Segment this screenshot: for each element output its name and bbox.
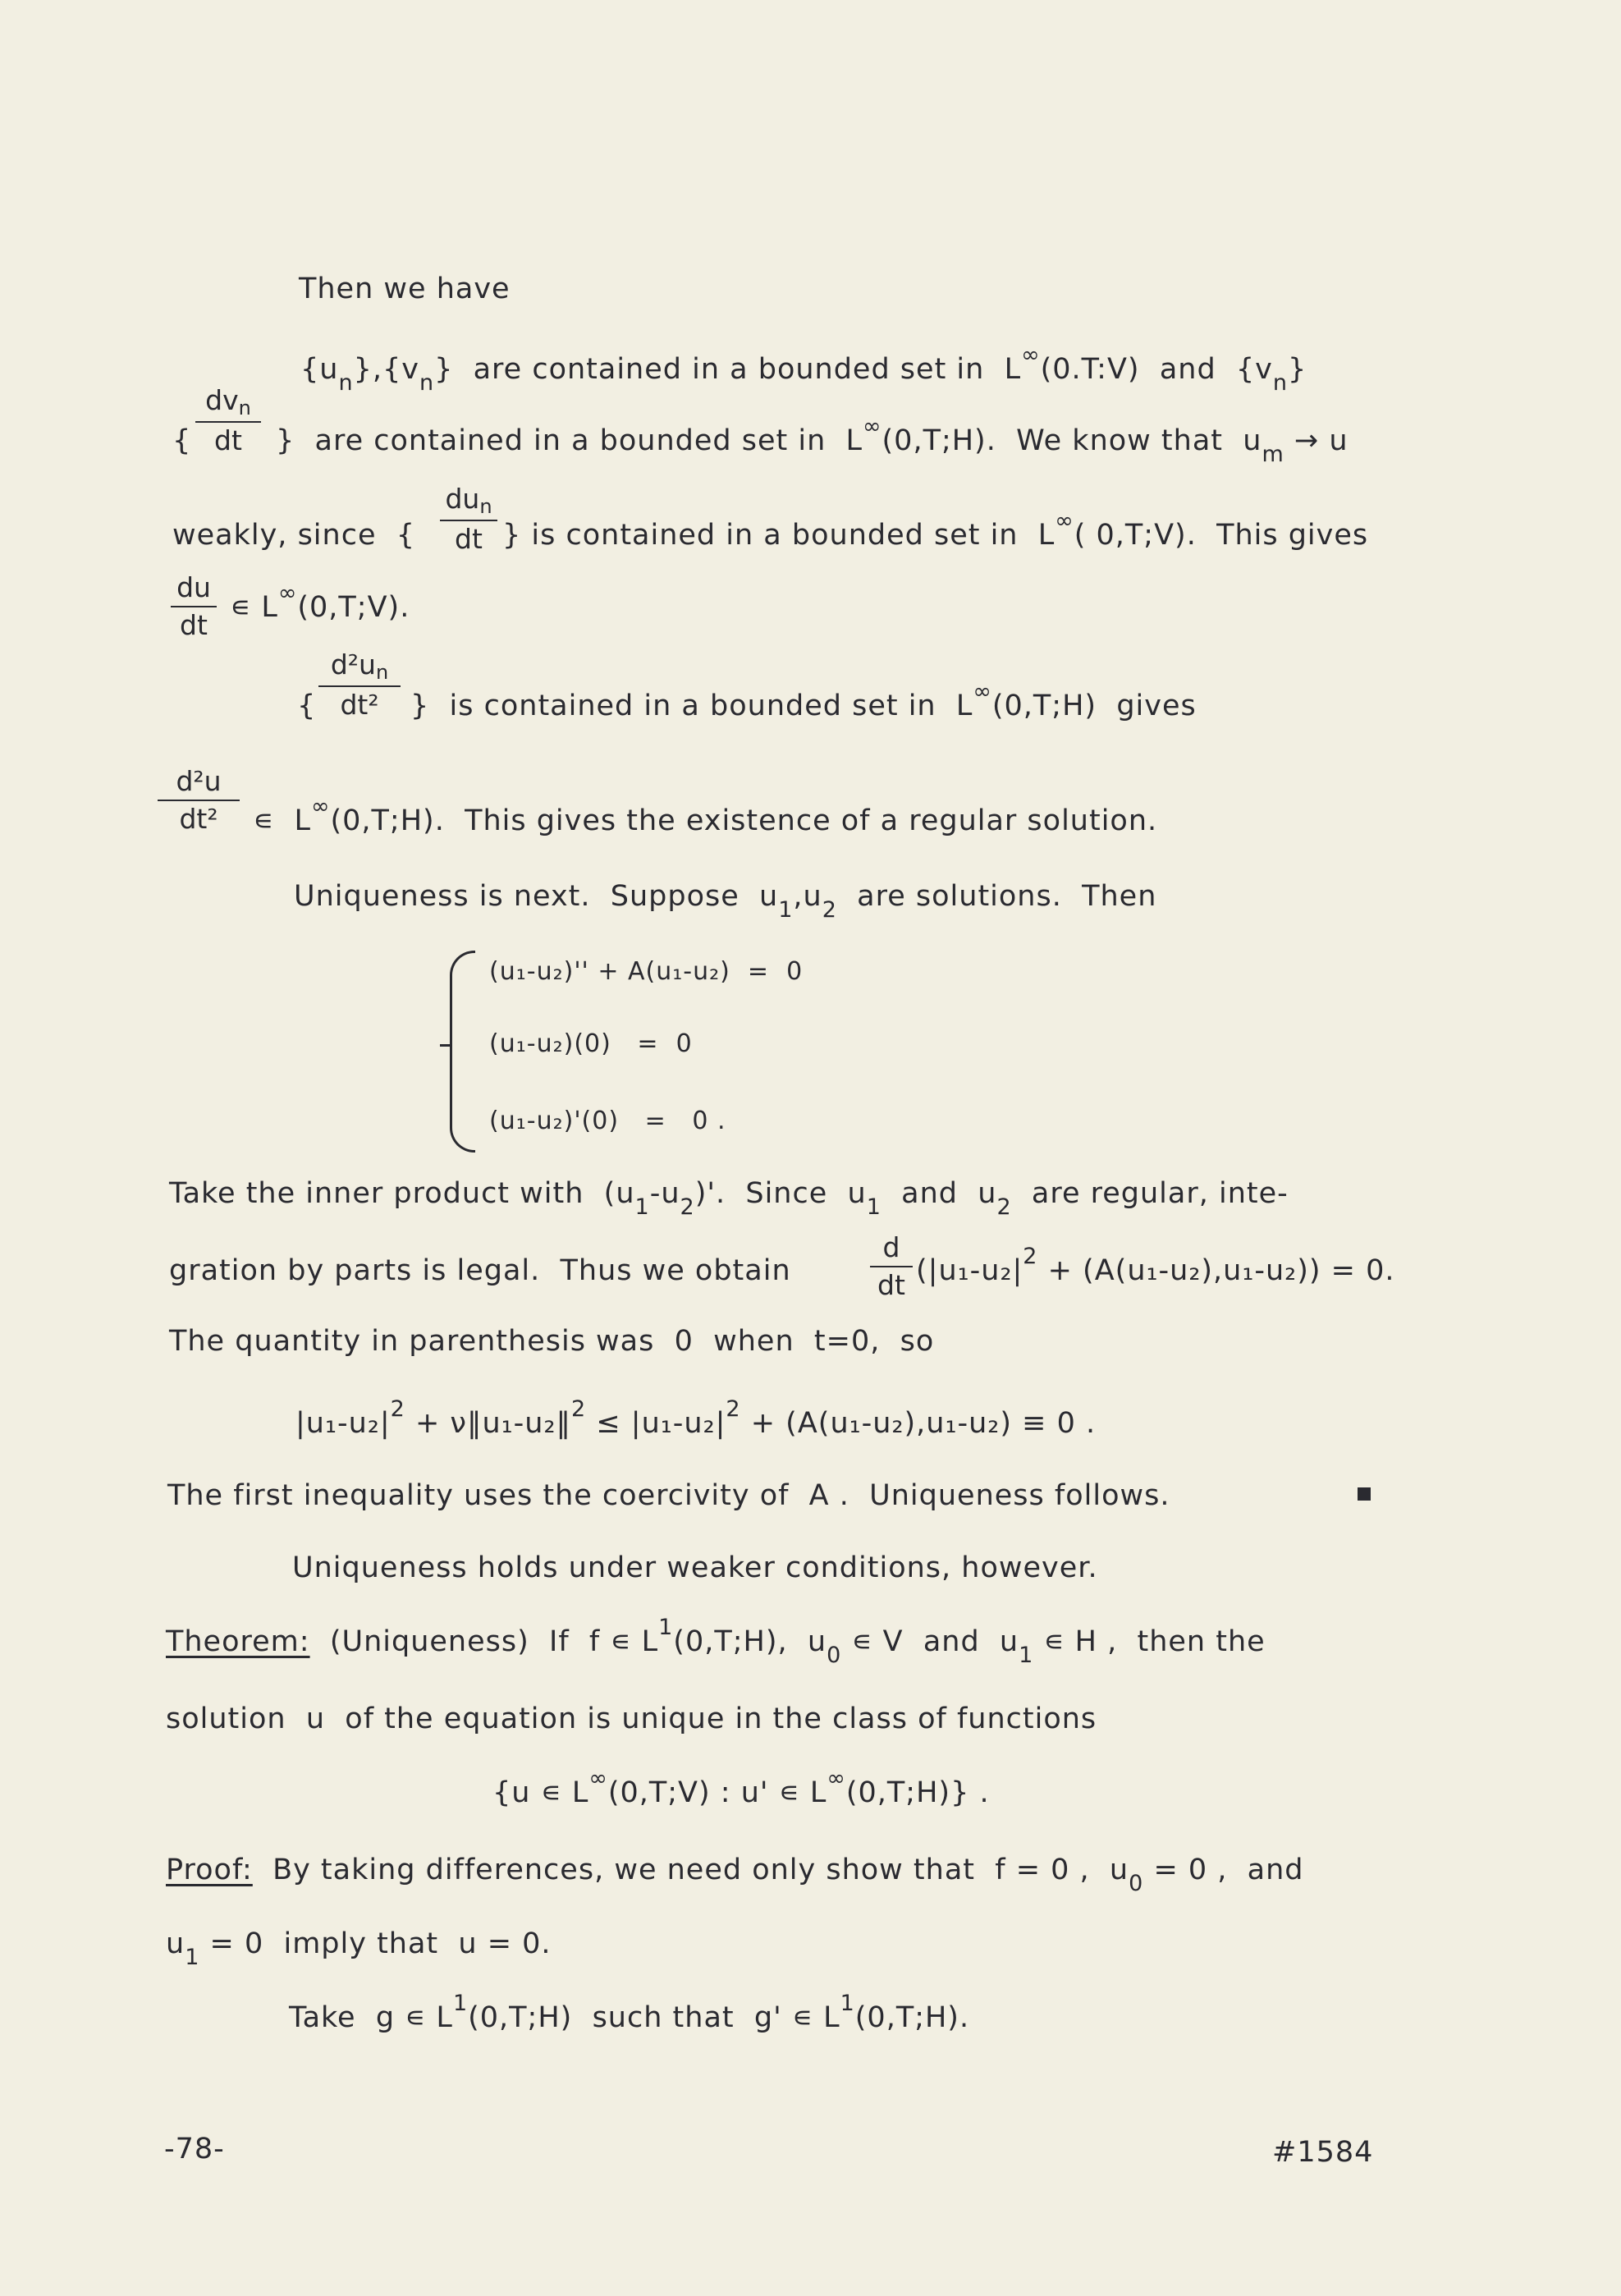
equation-line: (u₁-u₂)(0) = 0 <box>489 1029 693 1058</box>
text-line: gration by parts is legal. Thus we obtain <box>169 1254 811 1287</box>
fraction: dun dt <box>440 483 497 556</box>
text-line: solution u of the equation is unique in the class of functions <box>166 1703 1097 1735</box>
fraction: dvn dt <box>195 384 261 457</box>
text-line: $\{u_n\},\{v_n\}$ are contained in a bounded set in L∞(0.T:V) and $\{v_n\}$ <box>300 342 1307 396</box>
proof-line: Proof: By taking differences, we need only show that f = 0 , $u_0 = 0$ , and <box>166 1854 1304 1896</box>
text-line: } are contained in a bounded set in L∞(0,T;H). We know that $u_m \to u$ <box>276 414 1349 467</box>
text-line: Then we have <box>299 273 511 305</box>
fraction: du dt <box>171 571 217 642</box>
theorem-label: Theorem: <box>166 1625 310 1658</box>
system-brace <box>450 951 475 1153</box>
fraction: d dt <box>870 1231 913 1302</box>
equation-line: $|u_1-u_2|^2$ + ν‖u₁-u₂‖$^2$ ≤ $|u_1-u_2|^2 + (A(u_1-u_2),u_1-u_2) \equiv 0$ . <box>295 1396 1097 1440</box>
text-line: Take the inner product with $(u_1-u_2)'$. Since $u_1$ and $u_2$ are regular, inte- <box>169 1177 1289 1220</box>
page-number: -78- <box>164 2133 225 2165</box>
equation-line: (u₁-u₂)'' + A(u₁-u₂) = 0 <box>489 957 804 986</box>
text-line: ∊ L∞(0,T;H). This gives the existence of a regular solution. <box>243 794 1158 837</box>
equation-line: {u ∊ L∞(0,T;V) : u' ∊ L∞(0,T;H)} . <box>492 1766 990 1809</box>
text-line: } is contained in a bounded set in L∞(0,T;H) gives <box>410 679 1197 722</box>
qed-square <box>1358 1487 1371 1501</box>
text-line: { <box>172 424 192 457</box>
text-line: } is contained in a bounded set in L∞( 0,T;V). This gives <box>502 508 1369 552</box>
theorem-line: Theorem: (Uniqueness) If f ∊ $L^1(0,T;H)$, $u_0$ ∊ V and $u_1$ ∊ H , then the <box>166 1615 1266 1668</box>
text-line: $(|u_1-u_2|^2 + (A(u_1-u_2),u_1-u_2)) = 0$. <box>916 1244 1395 1287</box>
text-line: weakly, since { <box>172 519 415 552</box>
text-line: $u_1 = 0$ imply that u = 0. <box>166 1927 552 1970</box>
equation-line: (u₁-u₂)'(0) = 0 . <box>489 1107 726 1135</box>
fraction: d²u dt² <box>158 765 240 836</box>
text-line: The quantity in parenthesis was 0 when t=0, so <box>169 1325 935 1358</box>
document-number: #1584 <box>1272 2136 1374 2169</box>
system-brace-tip <box>440 1044 451 1047</box>
proof-label: Proof: <box>166 1854 253 1886</box>
text-line: Uniqueness holds under weaker conditions, however. <box>292 1551 1098 1584</box>
text-line: ∊ L∞(0,T;V). <box>220 580 410 624</box>
text-line: Take g ∊ $L^1(0,T;H)$ such that g' ∊ $L^1(0,T;H)$. <box>289 1991 970 2034</box>
text-line: The first inequality uses the coercivity of A . Uniqueness follows. <box>167 1479 1170 1512</box>
fraction: d²un dt² <box>318 648 401 722</box>
text-line: Uniqueness is next. Suppose $u_1,u_2$ are solutions. Then <box>294 880 1157 923</box>
text-line: { <box>297 690 317 722</box>
